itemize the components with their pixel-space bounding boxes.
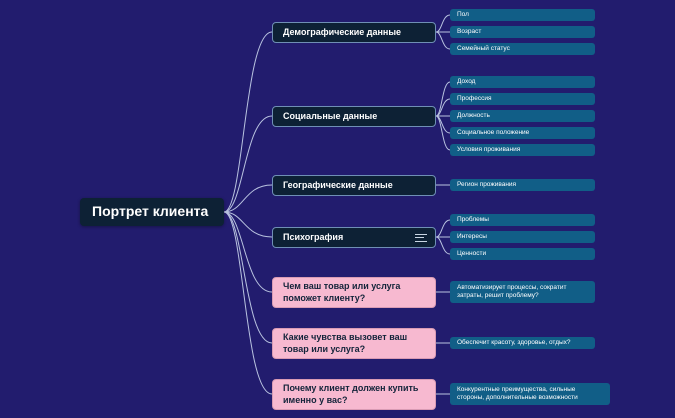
branch-node-demographic[interactable]	[272, 22, 436, 43]
leaf-node[interactable]	[450, 43, 595, 55]
branch-node-geographic[interactable]	[272, 175, 436, 196]
leaf-label: Регион проживания	[457, 180, 517, 188]
leaf-label: Должность	[457, 111, 490, 119]
leaf-label: Доход	[457, 77, 476, 85]
leaf-label: Возраст	[457, 27, 482, 35]
branch-node-social[interactable]	[272, 106, 436, 127]
leaf-node[interactable]	[450, 76, 595, 88]
branch-label: Чем ваш товар или услуга поможет клиенту?	[283, 281, 401, 303]
branch-label: Демографические данные	[283, 26, 402, 37]
branch-label: Почему клиент должен купить именно у вас?	[283, 383, 419, 405]
leaf-label: Семейный статус	[457, 44, 510, 52]
branch-node-feelings[interactable]	[272, 328, 436, 359]
leaf-node[interactable]	[450, 127, 595, 139]
branch-label: Психография	[283, 231, 344, 242]
leaf-node[interactable]	[450, 337, 595, 349]
leaf-label: Условия проживания	[457, 145, 521, 153]
leaf-node[interactable]	[450, 231, 595, 243]
leaf-node[interactable]	[450, 93, 595, 105]
leaf-label: Пол	[457, 10, 469, 18]
leaf-label: Интересы	[457, 232, 487, 240]
leaf-label: Автоматизирует процессы, сократит затраты, решит проблему?	[457, 283, 567, 299]
branch-label: Географические данные	[283, 179, 393, 190]
leaf-node[interactable]	[450, 26, 595, 38]
root-label: Портрет клиента	[92, 203, 209, 220]
leaf-node[interactable]	[450, 110, 595, 122]
leaf-node[interactable]	[450, 214, 595, 226]
leaf-label: Конкурентные преимущества, сильные стороны, дополнительные возможности	[457, 385, 578, 401]
leaf-node[interactable]	[450, 144, 595, 156]
branch-node-why-buy[interactable]	[272, 379, 436, 410]
leaf-node[interactable]	[450, 248, 595, 260]
branch-node-psychography[interactable]	[272, 227, 436, 248]
leaf-node[interactable]	[450, 281, 595, 303]
branch-node-benefit[interactable]	[272, 277, 436, 308]
branch-label: Социальные данные	[283, 110, 378, 121]
leaf-node[interactable]	[450, 383, 610, 405]
menu-icon[interactable]	[415, 234, 427, 242]
leaf-label: Социальное положение	[457, 128, 530, 136]
root-node[interactable]	[80, 198, 224, 226]
leaf-label: Профессия	[457, 94, 492, 102]
leaf-node[interactable]	[450, 9, 595, 21]
leaf-node[interactable]	[450, 179, 595, 191]
leaf-label: Проблемы	[457, 215, 489, 223]
leaf-label: Ценности	[457, 249, 487, 257]
leaf-label: Обеспечит красоту, здоровье, отдых?	[457, 338, 571, 346]
branch-label: Какие чувства вызовет ваш товар или услуга?	[283, 332, 408, 354]
